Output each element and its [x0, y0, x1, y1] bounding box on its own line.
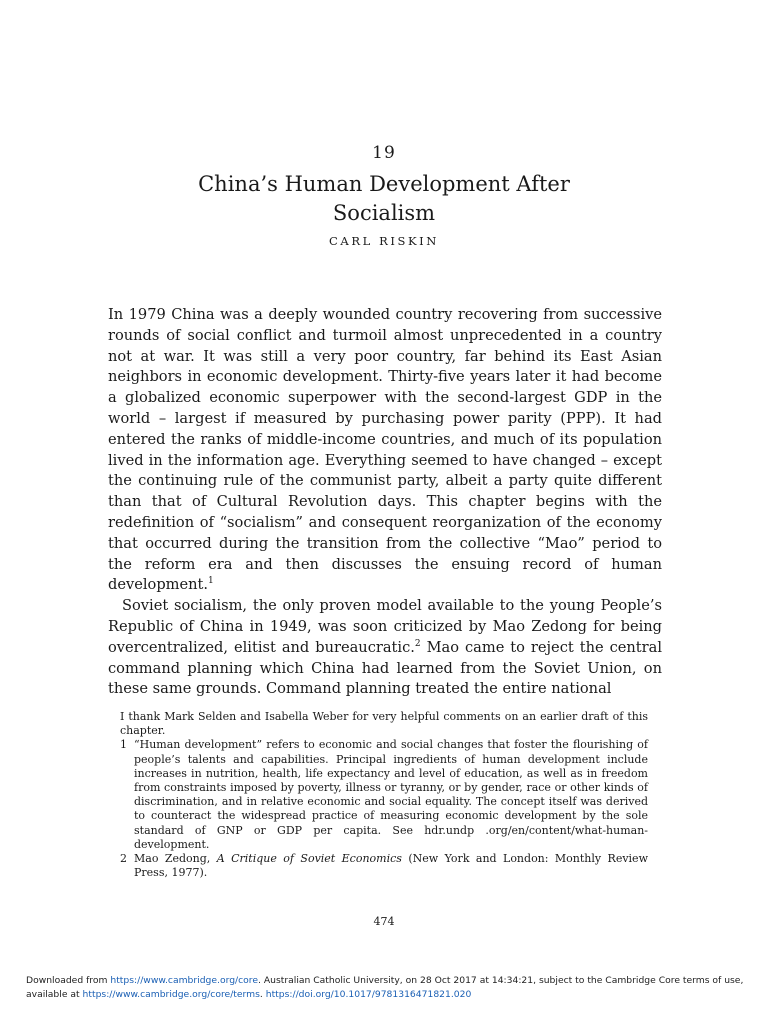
- book-title-italic: A Critique of Soviet Economics: [216, 852, 402, 866]
- chapter-author: CARL RISKIN: [329, 234, 439, 248]
- paragraph-2: Soviet socialism, the only proven model available to the young People’s Republic of China in 1949, was soon criticized by Mao Zedong for being overcentralized, elitist and bureaucratic.$^2$ Mao came to reject the central command planning which China had learned from the Soviet Union, on these same grounds. Command planning treated the entire national: [108, 597, 662, 698]
- footnote-1-text: “Human development” refers to economic and social changes that foster the flourishing of people’s talents and capabilities. Principal ingredients of human development include increases in nutrition, health, life expectancy and level of education, as well as in freedom from constraints imposed by poverty, illness or tyranny, or by gender, race or other kinds of discrimination, and in relative economic and social equality. The concept itself was derived to counteract the widespread practice of measuring economic development by the sole standard of GNP or GDP per capita. See hdr.undp .org/en/content/what-human-development.: [134, 738, 648, 851]
- footnote-ref-1: 1: [208, 576, 214, 587]
- doi-link[interactable]: https://doi.org/10.1017/9781316471821.020: [265, 989, 472, 1000]
- body-text: [108, 305, 662, 700]
- page-number: 474: [373, 915, 395, 928]
- acknowledgement-note: I thank Mark Selden and Isabella Weber for very helpful comments on an earlier draft of this chapter.: [120, 710, 648, 738]
- footnote-ref-2: 2: [414, 638, 421, 649]
- footnotes: [120, 710, 648, 880]
- terms-link[interactable]: https://www.cambridge.org/core/terms: [82, 989, 260, 1000]
- download-notice: Downloaded from https://www.cambridge.org/core. Australian Catholic University, on 28 Oct 2017 at 14:34:21, subject to the Cambridge Core terms of use, available at https://www.cambridge.org/core/terms. https://doi.org/10.1017/9781316471821.020: [26, 975, 744, 1000]
- footnote-2: 2 Mao Zedong, A Critique of Soviet Economics (New York and London: Monthly Review Press, 1977).: [120, 852, 648, 880]
- chapter-number: 19: [372, 143, 396, 163]
- footnote-1: [120, 738, 648, 852]
- chapter-title: [0, 170, 768, 228]
- footnote-2-number: 2: [120, 852, 127, 866]
- cambridge-core-link[interactable]: https://www.cambridge.org/core: [110, 975, 259, 986]
- paragraph-1: In 1979 China was a deeply wounded country recovering from successive rounds of social conflict and turmoil almost unprecedented in a country not at war. It was still a very poor country, far behind its East Asian neighbors in economic development. Thirty-five years later it had become a globalized economic superpower with the second-largest GDP in the world – largest if measured by purchasing power parity (PPP). It had entered the ranks of middle-income countries, and much of its population lived in the information age. Everything seemed to have changed – except the continuing rule of the communist party, albeit a party quite different than that of Cultural Revolution days. This chapter begins with the redefinition of “socialism” and consequent reorganization of the economy that occurred during the transition from the collective “Mao” period to the reform era and then discusses the ensuing record of human development.$^1$: [108, 306, 662, 594]
- chapter-title-line-1: China’s Human Development After: [198, 172, 570, 196]
- chapter-title-line-2: Socialism: [332, 201, 436, 225]
- footnote-1-number: 1: [120, 738, 127, 752]
